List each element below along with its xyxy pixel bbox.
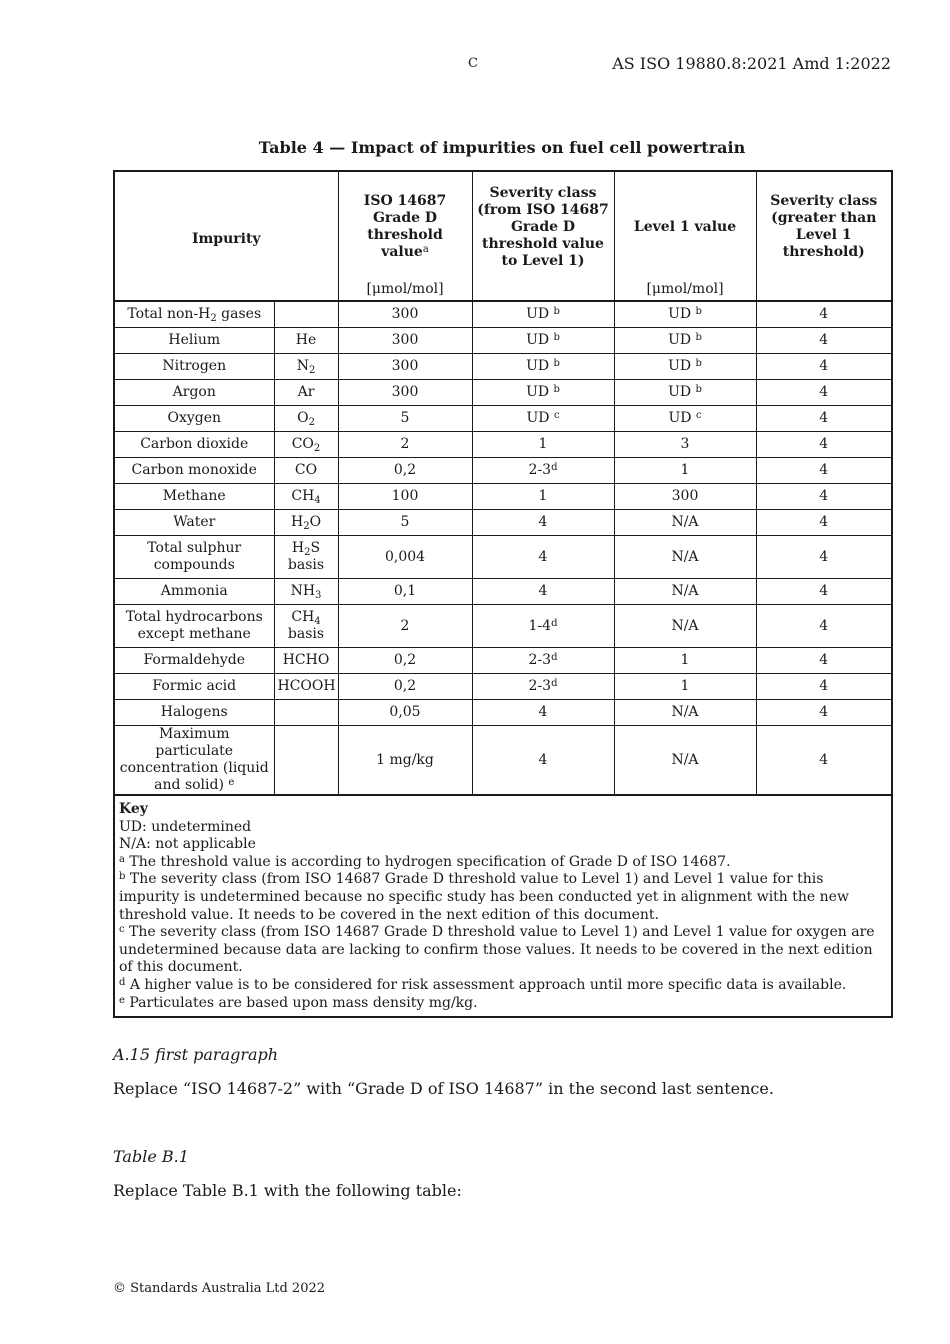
severity-greater-unit-empty — [756, 276, 892, 301]
impurity-formula: HCOOH — [274, 674, 338, 700]
level1-value: 1 — [614, 648, 756, 674]
page-letter: C — [468, 56, 478, 71]
table-key — [114, 795, 892, 1017]
key-ud: UD: undetermined — [119, 818, 252, 835]
level1-unit: [μmol/mol] — [614, 276, 756, 301]
severity-value: 2-3$^d$ — [472, 674, 614, 700]
severity-value: 4 — [472, 510, 614, 536]
impurity-formula: $N_2$ — [274, 354, 338, 380]
impurity-formula: $NH_3$ — [274, 579, 338, 605]
grade-d-value: 0,05 — [338, 700, 472, 726]
document-id: AS ISO 19880.8:2021 Amd 1:2022 — [612, 54, 891, 73]
level1-value: 3 — [614, 432, 756, 458]
level1-value: 300 — [614, 484, 756, 510]
severity-greater-value: 4 — [756, 726, 892, 796]
severity-value: UD $^b$ — [472, 301, 614, 328]
severity-greater-value: 4 — [756, 579, 892, 605]
key-note-e: $^e$ Particulates are based upon mass density mg/kg. — [119, 994, 478, 1011]
impurity-name: Argon — [114, 380, 274, 406]
table-row — [114, 380, 892, 406]
severity-value: 4 — [472, 536, 614, 579]
severity-value: 4 — [472, 700, 614, 726]
grade-d-value: 1 mg/kg — [338, 726, 472, 796]
level1-value: UD $^c$ — [614, 406, 756, 432]
table-row — [114, 674, 892, 700]
grade-d-value: 100 — [338, 484, 472, 510]
grade-d-value: 300 — [338, 380, 472, 406]
impurity-name: Halogens — [114, 700, 274, 726]
level1-value: N/A — [614, 579, 756, 605]
severity-greater-value: 4 — [756, 354, 892, 380]
impurity-name: Formaldehyde — [114, 648, 274, 674]
severity-greater-value: 4 — [756, 700, 892, 726]
severity-value: UD $^c$ — [472, 406, 614, 432]
header-severity-class: Severity class (from ISO 14687 Grade D threshold value to Level 1) — [472, 171, 614, 276]
severity-value: 4 — [472, 579, 614, 605]
severity-value: 1 — [472, 484, 614, 510]
impurity-name: Formic acid — [114, 674, 274, 700]
impurity-formula: $CH_4$ — [274, 484, 338, 510]
key-note-d: $^d$ A higher value is to be considered for risk assessment approach until more specific data is available. — [119, 976, 847, 993]
key-note-a: $^a$ The threshold value is according to hydrogen specification of Grade D of ISO 14687. — [119, 853, 731, 870]
level1-value: N/A — [614, 510, 756, 536]
table-title: Table 4 — Impact of impurities on fuel cell powertrain — [258, 138, 746, 157]
impurities-table — [113, 170, 893, 1018]
table-row — [114, 700, 892, 726]
severity-value: UD $^b$ — [472, 354, 614, 380]
impurity-name: Total sulphur compounds — [114, 536, 274, 579]
severity-greater-value: 4 — [756, 536, 892, 579]
level1-value: N/A — [614, 536, 756, 579]
impurity-formula: He — [274, 328, 338, 354]
impurity-name: Carbon dioxide — [114, 432, 274, 458]
severity-greater-value: 4 — [756, 301, 892, 328]
severity-value: 2-3$^d$ — [472, 648, 614, 674]
level1-value: UD $^b$ — [614, 301, 756, 328]
grade-d-value: 0,2 — [338, 458, 472, 484]
impurity-name: Helium — [114, 328, 274, 354]
impurity-name: Methane — [114, 484, 274, 510]
impurity-formula: Ar — [274, 380, 338, 406]
severity-greater-value: 4 — [756, 380, 892, 406]
severity-greater-value: 4 — [756, 648, 892, 674]
key-note-b: $^b$ The severity class (from ISO 14687 Grade D threshold value to Level 1) and Level 1 value for this impurity is undetermined because no specific study has been conducted yet in alignment with the new threshold value. It needs to be covered in the next edition of this document. — [119, 871, 849, 923]
table-row — [114, 301, 892, 328]
table-row — [114, 458, 892, 484]
grade-d-value: 0,1 — [338, 579, 472, 605]
header-impurity: Impurity — [114, 171, 338, 301]
impurity-name: Nitrogen — [114, 354, 274, 380]
impurity-name: Maximum particulate concentration (liquid and solid) $^e$ — [114, 726, 274, 796]
impurity-formula — [274, 301, 338, 328]
header-level1-value: Level 1 value — [614, 171, 756, 276]
table-row — [114, 354, 892, 380]
table-row — [114, 484, 892, 510]
severity-value: 2-3$^d$ — [472, 458, 614, 484]
severity-value: 1-4$^d$ — [472, 605, 614, 648]
severity-unit-empty — [472, 276, 614, 301]
header-grade-d-threshold: ISO 14687 Grade D threshold value$^a$ — [338, 171, 472, 276]
table-row — [114, 406, 892, 432]
level1-value: 1 — [614, 674, 756, 700]
severity-greater-value: 4 — [756, 510, 892, 536]
grade-d-value: 300 — [338, 328, 472, 354]
impurity-formula: $O_2$ — [274, 406, 338, 432]
table-row — [114, 579, 892, 605]
level1-value: N/A — [614, 605, 756, 648]
impurity-name: Total hydrocarbons except methane — [114, 605, 274, 648]
impurity-name: Total non-$H_2$ gases — [114, 301, 274, 328]
severity-greater-value: 4 — [756, 432, 892, 458]
impurity-name: Water — [114, 510, 274, 536]
grade-d-value: 2 — [338, 605, 472, 648]
table-b1-heading: Table B.1 — [113, 1147, 189, 1166]
header-severity-greater: Severity class (greater than Level 1 threshold) — [756, 171, 892, 276]
impurity-formula: $CO_2$ — [274, 432, 338, 458]
table-row — [114, 432, 892, 458]
key-na: N/A: not applicable — [119, 836, 256, 853]
key-note-c: $^c$ The severity class (from ISO 14687 Grade D threshold value to Level 1) and Level 1 value for oxygen are undetermined because data are lacking to confirm those values. It needs to be covered in the next edition of this document. — [119, 924, 875, 976]
impurity-formula — [274, 726, 338, 796]
table-b1-text: Replace Table B.1 with the following table: — [113, 1181, 462, 1200]
grade-d-value: 5 — [338, 510, 472, 536]
severity-greater-value: 4 — [756, 406, 892, 432]
grade-d-value: 5 — [338, 406, 472, 432]
impurity-formula — [274, 700, 338, 726]
table-row — [114, 648, 892, 674]
severity-greater-value: 4 — [756, 605, 892, 648]
severity-greater-value: 4 — [756, 458, 892, 484]
severity-value: UD $^b$ — [472, 328, 614, 354]
severity-value: 4 — [472, 726, 614, 796]
impurity-name: Ammonia — [114, 579, 274, 605]
a15-text: Replace “ISO 14687-2” with “Grade D of ISO 14687” in the second last sentence. — [113, 1079, 774, 1098]
grade-d-value: 300 — [338, 301, 472, 328]
impurity-formula: $CH_4$ basis — [274, 605, 338, 648]
table-row — [114, 605, 892, 648]
impurity-formula: $H_2S$ basis — [274, 536, 338, 579]
level1-value: UD $^b$ — [614, 354, 756, 380]
grade-d-unit: [μmol/mol] — [338, 276, 472, 301]
level1-value: UD $^b$ — [614, 380, 756, 406]
level1-value: 1 — [614, 458, 756, 484]
grade-d-value: 2 — [338, 432, 472, 458]
severity-greater-value: 4 — [756, 674, 892, 700]
level1-value: N/A — [614, 700, 756, 726]
a15-heading: A.15 first paragraph — [113, 1045, 279, 1064]
impurity-formula: $H_2O$ — [274, 510, 338, 536]
impurity-name: Carbon monoxide — [114, 458, 274, 484]
impurity-formula: CO — [274, 458, 338, 484]
severity-greater-value: 4 — [756, 484, 892, 510]
severity-greater-value: 4 — [756, 328, 892, 354]
table-row — [114, 328, 892, 354]
grade-d-value: 300 — [338, 354, 472, 380]
key-title: Key — [119, 801, 148, 817]
level1-value: N/A — [614, 726, 756, 796]
grade-d-value: 0,004 — [338, 536, 472, 579]
grade-d-value: 0,2 — [338, 674, 472, 700]
impurity-formula: HCHO — [274, 648, 338, 674]
table-row — [114, 726, 892, 796]
severity-value: 1 — [472, 432, 614, 458]
grade-d-value: 0,2 — [338, 648, 472, 674]
impurity-name: Oxygen — [114, 406, 274, 432]
severity-value: UD $^b$ — [472, 380, 614, 406]
table-row — [114, 510, 892, 536]
level1-value: UD $^b$ — [614, 328, 756, 354]
copyright: © Standards Australia Ltd 2022 — [113, 1281, 326, 1296]
table-row — [114, 536, 892, 579]
